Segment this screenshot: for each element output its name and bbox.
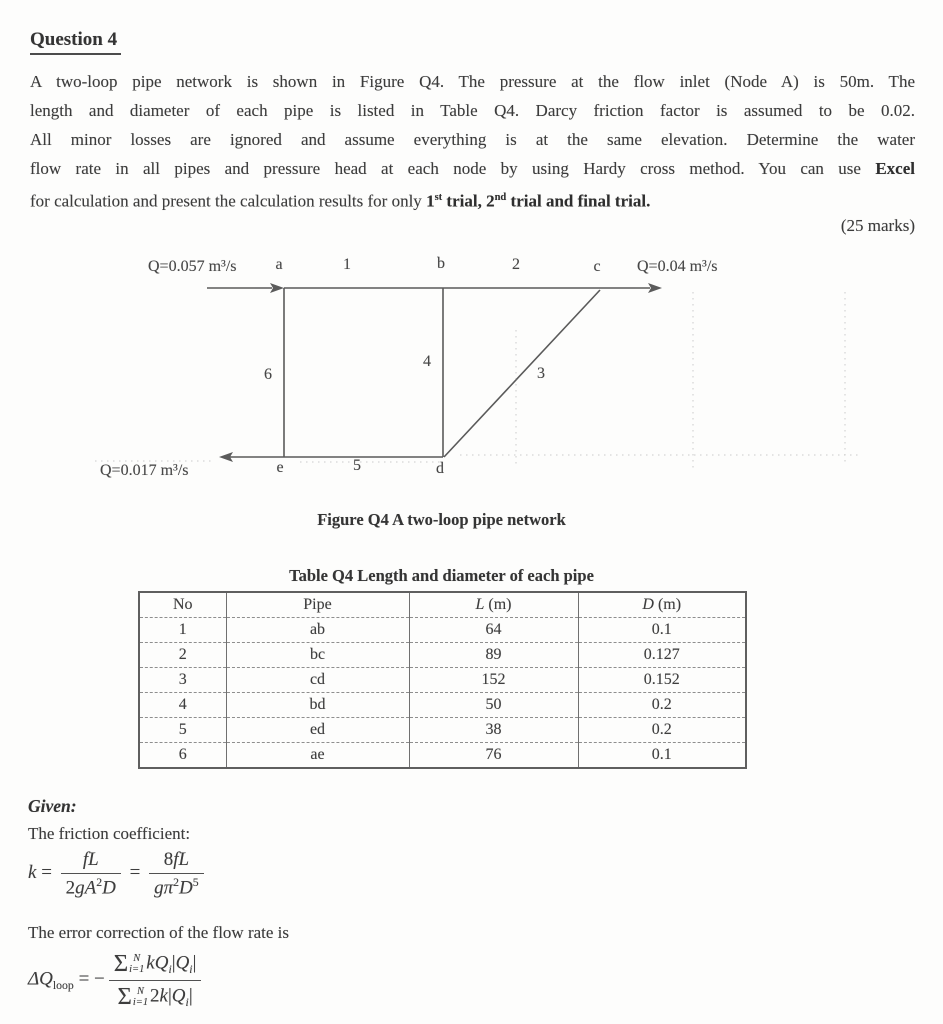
inflow-arrowhead-icon: [270, 283, 284, 293]
outflow-top-rate-label: Q=0.04 m³/s: [637, 258, 718, 275]
sigma-upper-limit: N: [133, 952, 141, 964]
sigma-glyph: Σ: [113, 950, 129, 978]
text-run: =: [124, 862, 146, 884]
table-row: [139, 618, 746, 643]
outflow-bottom-rate-label: Q=0.017 m³/s: [100, 462, 189, 479]
numerator: [61, 848, 121, 874]
text-run: |: [167, 985, 172, 1007]
table-head: [139, 592, 746, 618]
table-body: [139, 618, 746, 769]
table-cell: cd: [226, 668, 409, 693]
table-cell: 3: [139, 668, 226, 693]
node-b-label: b: [437, 255, 445, 272]
text-run: length and diameter of each pipe is listed in Table Q4. Darcy friction factor is assumed to be 0.02.: [30, 101, 915, 120]
table-cell: 5: [139, 718, 226, 743]
node-d-label: d: [436, 460, 444, 477]
sigma-upper-limit: N: [136, 985, 144, 997]
table-header-cell: [409, 592, 578, 618]
text-run: |: [171, 952, 176, 974]
denominator: [109, 981, 202, 1011]
table-cell: 4: [139, 693, 226, 718]
text-run: trial and final trial.: [506, 191, 651, 211]
pipe-3-label: 3: [537, 365, 545, 382]
text-run: f: [173, 849, 179, 870]
text-run: Excel: [875, 159, 915, 178]
question-paragraph: [30, 67, 915, 212]
text-run: L: [475, 596, 485, 613]
paragraph-line: [30, 183, 915, 212]
table-cell: 0.152: [578, 668, 746, 693]
text-run: i: [168, 963, 172, 977]
text-run: = −: [73, 968, 105, 990]
text-run: (m): [653, 596, 682, 613]
marks-label: (25 marks): [840, 216, 915, 235]
pipe-5-label: 5: [353, 457, 361, 474]
pipe-2-label: 2: [512, 256, 520, 273]
text-run: A two-loop pipe network is shown in Figure Q4. The pressure at the flow inlet (Node A) is 50m. The: [30, 72, 915, 91]
text-run: (m): [484, 596, 512, 613]
table-cell: bc: [226, 643, 409, 668]
table-row: [139, 693, 746, 718]
sigma-glyph: Σ: [117, 983, 132, 1011]
text-run: D: [642, 596, 654, 613]
text-run: Q: [175, 952, 190, 974]
friction-coefficient-equation: [28, 848, 448, 899]
text-run: k: [159, 985, 168, 1007]
text-run: L: [178, 849, 190, 870]
numerator: [149, 848, 204, 874]
text-run: =: [36, 862, 57, 884]
fraction: [149, 848, 204, 899]
table-cell: ab: [226, 618, 409, 643]
table-cell: 0.1: [578, 618, 746, 643]
text-run: f: [82, 849, 89, 870]
text-run: Q: [154, 952, 169, 974]
text-run: nd: [494, 192, 507, 203]
text-run: Pipe: [303, 596, 332, 613]
table-cell: 0.2: [578, 693, 746, 718]
text-run: g: [154, 877, 164, 899]
sigma-symbol: [114, 950, 145, 978]
given-heading: Given:: [28, 796, 77, 816]
denominator: [61, 874, 121, 899]
table-cell: 38: [409, 718, 578, 743]
text-run: 5: [192, 876, 199, 889]
text-run: k: [146, 952, 155, 974]
paragraph-line: [30, 67, 915, 96]
table-row: [139, 743, 746, 769]
text-run: flow rate in all pipes and pressure head at each node by using Hardy cross method. You can use: [30, 159, 876, 178]
table-title: Table Q4 Length and diameter of each pipe: [289, 566, 594, 585]
text-run: 2: [96, 876, 103, 889]
table-cell: 0.1: [578, 743, 746, 769]
text-run: L: [88, 849, 99, 870]
text-run: D: [179, 877, 193, 899]
table-header-cell: [226, 592, 409, 618]
pipe-1-label: 1: [343, 256, 351, 273]
table-cell: 89: [409, 643, 578, 668]
error-correction-equation: [28, 949, 448, 1011]
table-row: [139, 643, 746, 668]
table-header-cell: [139, 592, 226, 618]
pipe-4-label: 4: [423, 353, 431, 370]
text-run: Q: [39, 968, 53, 990]
table-row: [139, 668, 746, 693]
text-run: |: [188, 985, 193, 1007]
text-run: loop: [52, 979, 74, 993]
text-run: |: [192, 952, 197, 974]
text-run: No: [172, 596, 193, 613]
table-cell: bd: [226, 693, 409, 718]
table-cell: 0.127: [578, 643, 746, 668]
sigma-limits: [133, 986, 148, 1009]
table-cell: 6: [139, 743, 226, 769]
text-run: i: [185, 996, 189, 1010]
figure-caption: Figure Q4 A two-loop pipe network: [317, 510, 566, 529]
node-c-label: c: [593, 258, 601, 275]
pipe-3-line: [444, 290, 600, 457]
node-a-label: a: [275, 256, 283, 273]
inflow-rate-label: Q=0.057 m³/s: [148, 258, 237, 275]
table-cell: 152: [409, 668, 578, 693]
text-run: D: [102, 877, 116, 899]
paragraph-line: [30, 154, 915, 183]
text-run: i: [189, 963, 193, 977]
text-run: 2: [65, 877, 76, 899]
table-header-row: [139, 592, 746, 618]
question-title: Question 4: [30, 29, 121, 55]
node-e-label: e: [276, 459, 284, 476]
table-row: [139, 718, 746, 743]
text-run: 8: [163, 849, 174, 870]
text-run: for calculation and present the calculation results for only: [30, 191, 427, 211]
pipe-dimensions-table: [138, 591, 747, 769]
numerator: [109, 949, 202, 981]
text-run: All minor losses are ignored and assume everything is at the same elevation. Determine the water: [30, 130, 915, 149]
text-run: Δ: [28, 968, 40, 990]
text-run: 1: [426, 191, 435, 211]
table-header-cell: [578, 592, 746, 618]
text-run: Q: [171, 985, 186, 1007]
paragraph-line: [30, 125, 915, 154]
sigma-symbol: [118, 983, 149, 1011]
table-cell: ed: [226, 718, 409, 743]
text-run: 2: [173, 876, 180, 889]
table-cell: ae: [226, 743, 409, 769]
text-run: g: [75, 877, 85, 899]
table-cell: 64: [409, 618, 578, 643]
fraction: [61, 848, 121, 899]
outflow-top-arrowhead-icon: [648, 283, 662, 293]
text-run: A: [84, 877, 97, 899]
text-run: k: [28, 862, 37, 884]
sigma-limits: [129, 953, 144, 976]
error-correction-label: The error correction of the flow rate is: [28, 923, 290, 943]
paragraph-line: [30, 96, 915, 125]
denominator: [149, 874, 204, 899]
sigma-lower-limit: i=1: [129, 964, 145, 976]
friction-coefficient-label: The friction coefficient:: [28, 824, 191, 843]
table-cell: 1: [139, 618, 226, 643]
outflow-bottom-arrowhead-icon: [219, 452, 233, 462]
sigma-lower-limit: i=1: [132, 997, 149, 1009]
table-cell: 0.2: [578, 718, 746, 743]
text-run: π: [163, 877, 174, 899]
fraction: [109, 949, 202, 1011]
table-cell: 76: [409, 743, 578, 769]
text-run: st: [434, 192, 443, 203]
table-cell: 2: [139, 643, 226, 668]
text-run: 2: [150, 985, 160, 1007]
text-run: trial, 2: [442, 191, 495, 211]
pipe-6-label: 6: [264, 366, 272, 383]
given-section: [28, 796, 448, 1011]
table-cell: 50: [409, 693, 578, 718]
